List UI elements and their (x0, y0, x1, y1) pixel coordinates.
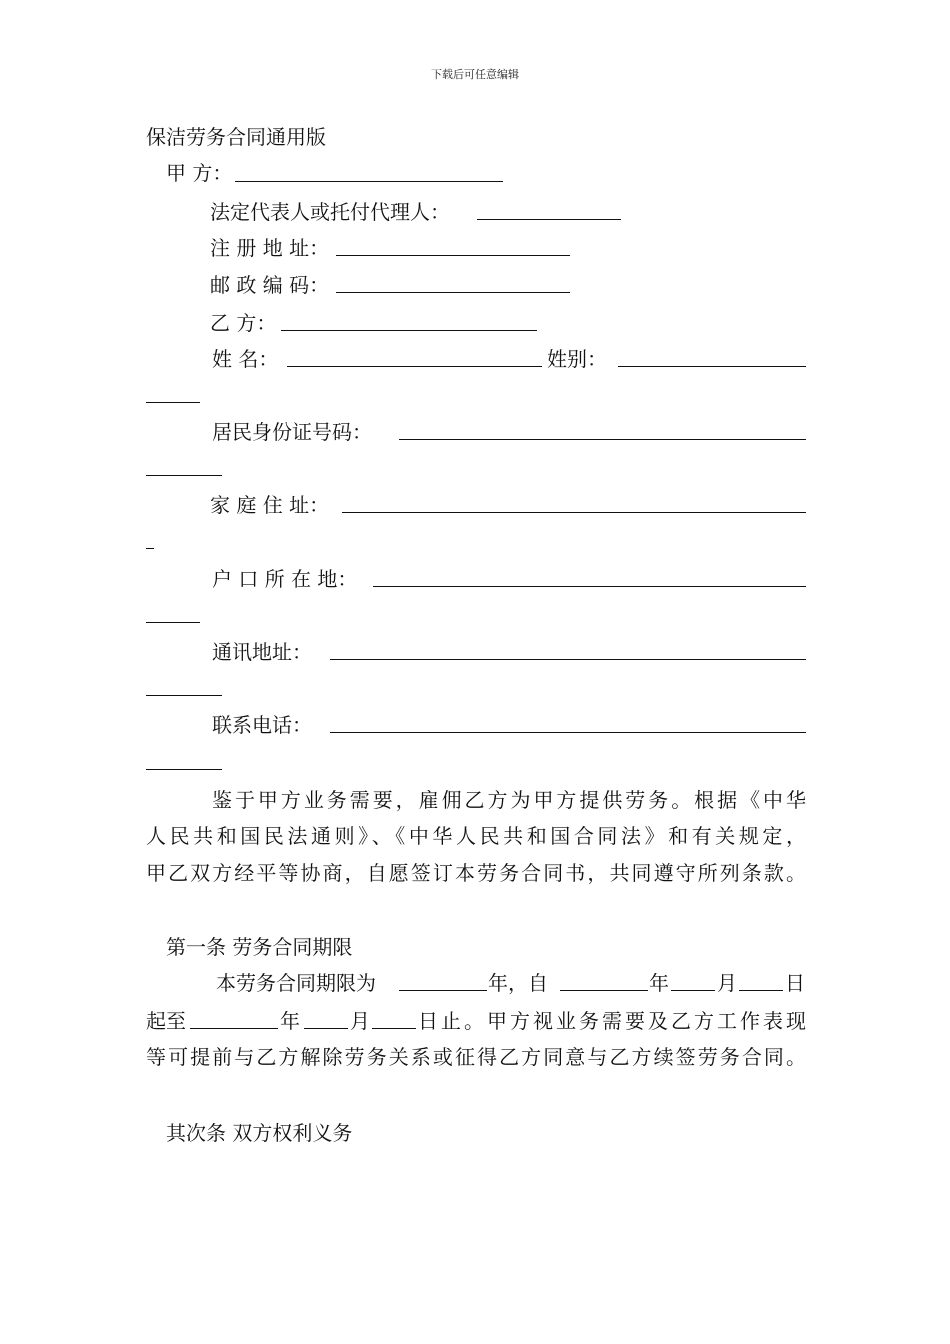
name-label: 姓 名： (212, 347, 279, 371)
party-b-blank (281, 329, 537, 331)
id-number-label: 居民身份证号码： (212, 420, 372, 444)
gender-label: 姓别： (547, 347, 607, 371)
article-1-text-g: 年 (280, 1009, 300, 1033)
party-a-label: 甲 方： (166, 161, 233, 185)
id-number-blank (399, 438, 806, 440)
party-b-label: 乙 方： (210, 311, 277, 335)
gender-blank (618, 365, 806, 367)
mail-address-blank-cont (146, 694, 222, 696)
article-1-title: 第一条 劳务合同期限 (166, 935, 353, 959)
hukou-blank-cont (146, 621, 200, 623)
article-1-text-d: 月 (717, 971, 737, 995)
hukou-label: 户 口 所 在 地： (212, 567, 358, 591)
years-blank (399, 989, 487, 991)
article-1-text-f: 起至 (146, 1009, 186, 1033)
mail-address-blank (330, 658, 806, 660)
home-address-blank-cont (146, 547, 154, 549)
article-1-text-j: 等可提前与乙方解除劳务关系或征得乙方同意与乙方续签劳务合同。 (146, 1045, 806, 1069)
end-year-blank (190, 1027, 278, 1029)
document-title: 保洁劳务合同通用版 (146, 125, 326, 149)
home-address-blank (342, 511, 806, 513)
article-1-text-c: 年 (649, 971, 669, 995)
mail-address-label: 通讯地址： (212, 640, 312, 664)
hukou-blank (373, 585, 806, 587)
home-address-label: 家 庭 住 址： (210, 493, 330, 517)
intro-line-3: 甲乙双方经平等协商，自愿签订本劳务合同书，共同遵守所列条款。 (146, 861, 806, 885)
legal-rep-blank (477, 218, 621, 220)
article-2-title: 其次条 双方权利义务 (166, 1121, 353, 1145)
phone-blank-cont (146, 768, 222, 770)
legal-rep-label: 法定代表人或托付代理人： (210, 200, 450, 224)
id-number-blank-cont (146, 474, 222, 476)
end-month-blank (304, 1027, 348, 1029)
article-1-text-h: 月 (350, 1009, 370, 1033)
reg-address-blank (336, 254, 570, 256)
name-blank (287, 365, 542, 367)
phone-blank (330, 731, 806, 733)
start-month-blank (671, 989, 715, 991)
start-year-blank (560, 989, 648, 991)
phone-label: 联系电话： (212, 713, 312, 737)
end-day-blank (372, 1027, 416, 1029)
intro-line-2: 人民共和国民法通则》、《中华人民共和国合同法》和有关规定， (146, 824, 806, 848)
article-1-text-e: 日 (785, 971, 805, 995)
postal-code-label: 邮 政 编 码： (210, 273, 330, 297)
article-1-text-i: 日止。甲方视业务需要及乙方工作表现 (418, 1009, 806, 1033)
intro-line-1: 鉴于甲方业务需要，雇佣乙方为甲方提供劳务。根据《中华 (212, 788, 806, 812)
party-a-blank (235, 180, 503, 182)
article-1-text-b: 年，自 (488, 971, 548, 995)
start-day-blank (739, 989, 783, 991)
reg-address-label: 注 册 地 址： (210, 236, 330, 260)
article-1-text-a: 本劳务合同期限为 (216, 971, 376, 995)
gender-blank-cont (146, 401, 200, 403)
postal-code-blank (336, 291, 570, 293)
header-note: 下载后可任意编辑 (431, 68, 519, 81)
